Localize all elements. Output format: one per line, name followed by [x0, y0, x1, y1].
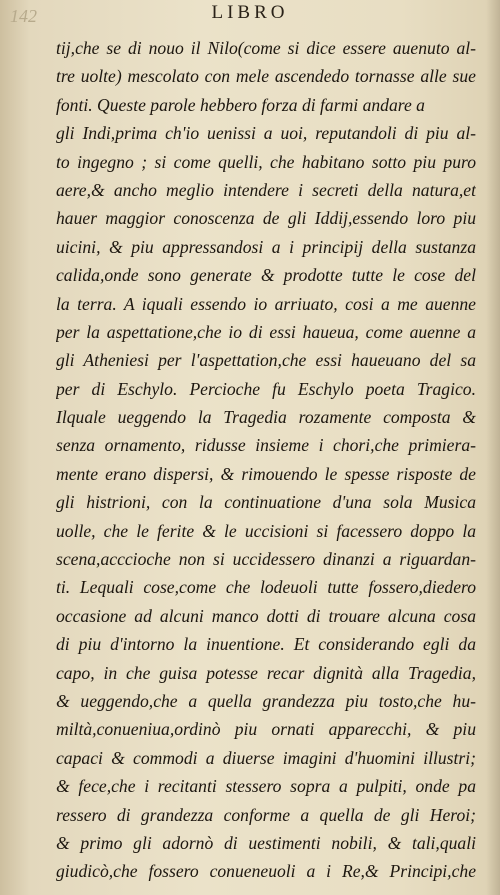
text-line: mente erano dispersi, & rimouendo le spesse risposte de — [56, 463, 476, 484]
body-text — [56, 34, 476, 886]
running-head: LIBRO — [211, 2, 289, 23]
text-line: tij,che se di nouo il Nilo(come si dice essere auenuto al- — [56, 38, 476, 58]
text-line: ressero di grandezza conforme a quella de gli Heroi; — [56, 804, 476, 825]
text-line: senza ornamento, ridusse insieme i chori,che primiera- — [56, 435, 476, 456]
text-line: scena,acccioche non si uccidessero dinanzi a riguardan- — [56, 549, 476, 570]
text-line: ti. Lequali cose,come che lodeuoli tutte fossero,diedero — [56, 577, 476, 598]
text-line: di piu d'intorno la inuentione. Et considerando egli da — [56, 634, 476, 655]
text-line: per di Eschylo. Percioche fu Eschylo poeta Tragico. — [56, 378, 476, 399]
page-edge-shadow — [486, 0, 500, 895]
text-line: Ilquale ueggendo la Tragedia rozamente composta & — [56, 407, 476, 428]
text-line: fonti. Queste parole hebbero forza di farmi andare a — [56, 94, 425, 115]
text-line: hauer maggior conoscenza de gli Iddij,essendo loro piu — [56, 208, 476, 229]
text-line: la terra. A iquali essendo io arriuato, cosi a me auenne — [56, 293, 476, 314]
text-line: miltà,conueniua,ordinò piu ornati apparecchi, & piu — [56, 719, 476, 740]
page-number: 142 — [10, 6, 37, 26]
text-line: occasione ad alcuni manco dotti di trouare alcuna cosa — [56, 605, 476, 626]
text-line: gli Indi,prima ch'io uenissi a uoi, reputandoli di piu al- — [56, 123, 476, 144]
text-line: tre uolte) mescolato con mele ascendedo tornasse alle sue — [56, 66, 476, 87]
text-line: & ueggendo,che a quella grandezza piu tosto,che hu- — [56, 690, 476, 711]
text-line: aere,& ancho meglio intendere i secreti della natura,et — [56, 179, 476, 200]
text-line: uicini, & piu appressandosi a i principij della sustanza — [56, 236, 476, 257]
text-line: capo, in che guisa potesse recar dignità alla Tragedia, — [56, 662, 476, 683]
text-line: per la aspettatione,che io di essi haueua, come auenne a — [56, 321, 476, 342]
text-line: uolle, che le ferite & le uccisioni si facessero doppo la — [56, 520, 476, 541]
text-line: & primo gli adornò di uestimenti nobili, & tali,quali — [56, 832, 476, 853]
text-line: calida,onde sono generate & prodotte tutte le cose del — [56, 265, 476, 286]
text-line: gli histrioni, con la continuatione d'una sola Musica — [56, 492, 476, 513]
text-line: & fece,che i recitanti stessero sopra a pulpiti, onde pa — [56, 776, 476, 797]
text-line: capaci & commodi a diuerse imagini d'huomini illustri; — [56, 747, 476, 768]
text-line: gli Atheniesi per l'aspettation,che essi haueuano del sa — [56, 350, 476, 371]
text-line: giudicò,che fossero conueneuoli a i Re,& Principi,che — [56, 861, 476, 882]
text-line: to ingegno ; si come quelli, che habitano sotto piu puro — [56, 151, 476, 172]
